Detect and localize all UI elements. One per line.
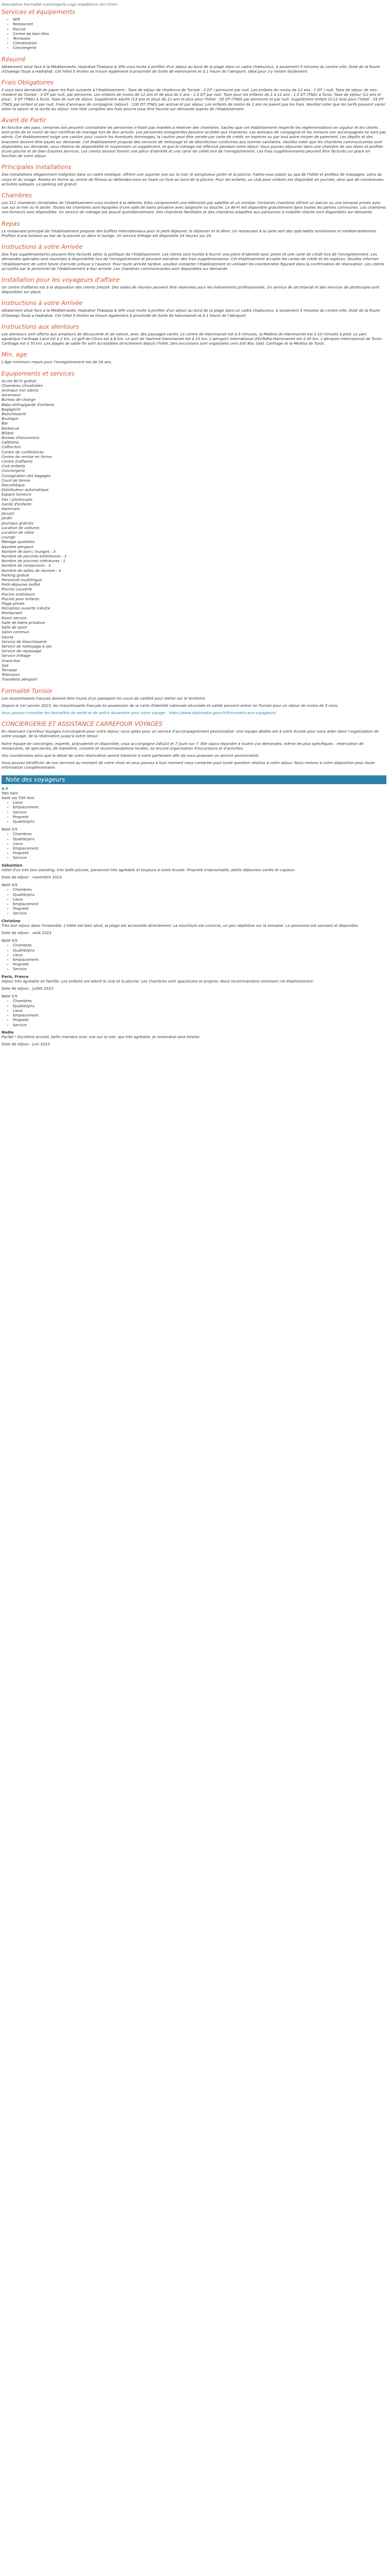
equipement-item: Lounge <box>2 535 15 540</box>
review-date: Date de séjour : juin 2023 <box>2 1042 50 1047</box>
equipement-item: Nombre de piscines extérieures : 1 <box>2 554 67 559</box>
service-item: • Piscine <box>13 27 386 31</box>
equipement-item: Snack-bar <box>2 658 21 663</box>
conciergerie-text-1: En réservant Carrefour Voyages Conciergerie pour votre séjour, vous optez pour un service d'accompagnement personnalisé. Une équipe dédiée est à votre écoute pour vous aider dans l'organisation de votre voyage, de la réservation jusqu'à votre retour. <box>2 729 379 739</box>
formalite-link[interactable]: Vous pouvez consulter les formalités de santé et de police douanière pour votre voyage : https://www.diplomatie.gouv.fr/fr/conseils-aux-voyageurs/ <box>2 710 276 715</box>
review-category-item: • Lieux <box>13 841 386 846</box>
alentours-text: Les alentours sont offerts aux amateurs de découverte et de nature, avec des paysages variés. Le centre de Hammamet est à 5 minutes, la Médina de Hammamet est à 10 minutes à pied. Le parc aquatique Carthage Land est à 2 km. Le golf de Citrus est à 8 km. Le port de Yasmine Hammamet est à 15 km. L'aéroport international d'Enfidha-Hammamet est à 45 km. L'aéroport international de Tunis-Carthage est à 70 km. Les plages de sable fin sont accessibles directement depuis l'hôtel. Des excursions sont organisées vers Sidi Bou Saïd, Carthage et la Médina de Tunis. <box>2 331 383 346</box>
equipement-item: Bar <box>2 421 8 426</box>
notes-count: basé sur 530 Avis <box>2 795 35 800</box>
notes-categories <box>2 800 386 824</box>
arrivee-heading: Instructions à votre Arrivée <box>2 243 83 251</box>
equipement-item: Chambres climatisées <box>2 383 43 388</box>
equipement-item: Piscine extérieure <box>2 591 35 597</box>
review-category-item: • Service <box>13 911 386 916</box>
avant-text: En fonction des pays, certaines lois peuvent contraindre les personnes n'étant pas mariées à réserver des chambres. Sachez que cet établissement respecte les réglementations en vigueur et les clients sont priés de se munir de leur certificat de mariage lors de leur arrivée. Les personnes enregistrées peuvent accéder aux chambres. Les animaux de compagnie et les mineurs non accompagnés ne sont pas admis. Cet établissement exige une caution pour couvrir les éventuels dommages, la caution peut être versée par carte de crédit, en espèces ou par tout autre moyen de paiement. Les dépôts et des bracelets doivent être payés sur demande. Cet établissement propose des services de nettoyage et de désinfection conformes aux normes sanitaires. Veuillez noter que les chambres communicantes sont disponibles sur demande, sous réserve de disponibilité et moyennant un supplément, et que le ménage est effectué pendant votre séjour. Vous pouvez séjourner dans une chambre de vos rêves et profiter d'une piscine et de bien d'autres services. Les clients doivent fournir une pièce d'identité et une carte de crédit lors de l'enregistrement. Les frais supplémentaires peuvent être facturés sur place en fonction de votre séjour. <box>2 125 386 159</box>
service-item: • Restaurant <box>13 22 386 26</box>
category-item: • Qualité/prix <box>13 819 386 824</box>
equipement-item: Ménage quotidien <box>2 539 35 545</box>
installations-text: Des installations élégamment intégrées dans un cadre exotique, offrent une superbe vue sur la mer, le somptueux jardin et la piscine. Faites-vous plaisir au spa de l'hôtel et profitez de massages, soins du corps et du visage. Restez en forme au centre de fitness ou détendez-vous en lisant un livre au bord de la piscine. Pour les enfants, un club pour enfants est disponible en journée, ainsi que de nombreuses activités ludiques. Le parking est gratuit. <box>2 172 384 187</box>
category-item: • Lieux <box>13 800 386 805</box>
conciergerie-text-2: Notre équipe de concierges, experte, polyvalente et disponible, vous accompagne 24h/24 et 7 jours sur 7. Elle saura répondre à toutes vos demandes, même les plus spécifiques : réservation de restaurants, de spectacles, de transferts, conseils et recommandations locales, ou encore organisation d'excursions et d'activités. <box>2 741 364 751</box>
review-category-item: • Emplacement <box>13 1013 386 1018</box>
equipement-item: Location de voitures <box>2 525 40 530</box>
notes-score: 4.5 <box>2 786 8 791</box>
equipement-item: Terrasse <box>2 667 18 672</box>
review-categories <box>2 832 386 860</box>
equipement-item: Fax / photocopie <box>2 497 32 502</box>
equipement-item: Boutique <box>2 416 19 421</box>
equipements-items <box>2 379 386 682</box>
service-item: • Wifi <box>13 17 386 22</box>
equipement-item: Jardin <box>2 516 12 521</box>
resume-heading: Résumé <box>2 55 26 63</box>
review-category-item: • Qualité/prix <box>13 948 386 953</box>
equipement-item: Réception ouverte 24h/24 <box>2 606 50 611</box>
review-author: Sébastien <box>2 862 23 868</box>
equipements-heading: Equipements et services <box>2 369 75 377</box>
review-rating: Noté 5/5 <box>2 938 18 943</box>
equipement-item: Service de repassage <box>2 649 42 654</box>
review-category-item: • Propreté <box>13 962 386 967</box>
conciergerie-heading: CONCIERGERIE ET ASSISTANCE CARREFOUR VOYAGES <box>2 720 163 728</box>
review-category-item: • Chambres <box>13 998 386 1003</box>
review-rating: Noté 4/5 <box>2 883 18 888</box>
chambres-heading: Chambres <box>2 192 32 199</box>
equipement-item: Nombre de piscines intérieures : 1 <box>2 558 66 564</box>
repas-heading: Repas <box>2 219 20 227</box>
resume-text: Idéalement situé face à la Méditerranée, Hadrahat Thalassa & SPA vous invite à profiter d'un séjour au bord de la plage dans un cadre chaleureux, à seulement 5 minutes du centre-ville. Doté de la Route d'Oswego Toula a Hadrahat. Cet hôtel 5 étoiles se trouve également à proximité de Sorte de Hammamet et à 1 heure de l'aéroport, idéal pour s'y rendre facilement. <box>2 64 380 74</box>
review-category-item: • Emplacement <box>13 957 386 962</box>
affaires-text: Un centre d'affaires est à la disposition des clients 24h/24. Des salles de réunion peuvent être réservées pour les événements professionnels. Un service de secrétariat et des services de photocopie sont disponibles sur place. <box>2 284 380 295</box>
equipement-item: Nombre de salles de réunion : 4 <box>2 568 61 573</box>
review-date: Date de séjour : août 2023 <box>2 930 52 936</box>
equipement-item: Conciergerie <box>2 468 25 473</box>
review-category-item: • Propreté <box>13 851 386 855</box>
formalite-heading: Formalité Tunisie <box>2 687 53 694</box>
review-category-item: • Lieux <box>13 953 386 957</box>
equipement-item: Nombre de bars / lounges : 3 <box>2 549 56 554</box>
review-category-item: • Emplacement <box>13 846 386 851</box>
equipement-item: Billard <box>2 430 13 435</box>
review-date: Date de séjour : novembre 2023 <box>2 875 62 880</box>
equipement-item: Discothèque <box>2 483 25 487</box>
conciergerie-text-4: Vous pouvez bénéficier de nos services au moment de votre choix et vous pouvez à tout moment nous contacter pour toute question relative à votre séjour. Nous restons à votre disposition pour toute information complémentaire. <box>2 760 375 770</box>
service-item: • Terrasses <box>13 36 386 41</box>
reviews-list <box>2 827 386 1046</box>
equipement-item: Parking gratuit <box>2 572 29 578</box>
equipement-item: Room service <box>2 615 27 620</box>
equipement-item: Salle de sport <box>2 625 27 630</box>
review-text: Séjour très agréable en famille. Les enfants ont adoré le club et la piscine. Les chambres sont spacieuses et propres. Nous recommandons vivement cet établissement. <box>2 978 314 984</box>
review-category-item: • Qualité/prix <box>13 837 386 841</box>
review-category-item: • Qualité/prix <box>13 892 386 897</box>
equipement-item: Ascenseur <box>2 393 21 398</box>
frais-heading: Frais Obligatoires <box>2 79 54 87</box>
review-item <box>2 994 386 1046</box>
review-rating: Noté 5/5 <box>2 994 18 999</box>
review-categories <box>2 887 386 916</box>
equipement-item: Consignation des bagages <box>2 473 51 478</box>
equipement-item: Nombre de restaurants : 3 <box>2 563 51 568</box>
formalite-text-1: Les ressortissants français doivent être munis d'un passeport en cours de validité pour entrer sur le territoire. <box>2 696 206 701</box>
equipement-item: Coffre-fort <box>2 445 21 450</box>
review-category-item: • Qualité/prix <box>13 1004 386 1008</box>
notes-score-label: Très bien <box>2 790 19 795</box>
arrivee-2-text: Idéalement situé face à la Méditerranée, Hadrahat Thalassa & SPA vous invite à profiter d'un séjour au bord de la plage dans un cadre chaleureux, à seulement 5 minutes du centre-ville. Doté de la Route d'Oswego Toula a Hadrahat. Cet hôtel 5 étoiles se trouve également à proximité de Sorte de Hammamet et à 1 heure de l'aéroport. <box>2 308 380 318</box>
page <box>0 0 388 1056</box>
equipement-item: Petit-déjeuner buffet <box>2 582 40 587</box>
arrivee-text: Des frais supplémentaires peuvent être facturés selon la politique de l'établissement. Les clients sont invités à fournir une pièce d'identité avec photo et une carte de crédit lors de l'enregistrement. Les demandes spéciales sont soumises à disponibilité lors de l'enregistrement et peuvent entraîner des frais supplémentaires. Cet établissement accepte les cartes de crédit et les espèces. Veuillez informer l'établissement de votre heure d'arrivée prévue à l'avance. Pour toute arrivée tardive, veuillez contacter l'établissement en utilisant les coordonnées figurant dans la confirmation de réservation. Les clients accueillis par le personnel de l'établissement à leur arrivée. Les chambres communicantes sont disponibles sur demande. <box>2 252 384 271</box>
review-category-item: • Service <box>13 967 386 971</box>
equipements-list <box>2 379 386 682</box>
equipement-item: Blanchisserie <box>2 411 26 416</box>
equipement-item: Sauna <box>2 634 13 639</box>
equipement-item: Hammam <box>2 506 20 512</box>
review-category-item: • Lieux <box>13 897 386 902</box>
review-category-item: • Propreté <box>13 1018 386 1022</box>
service-item: • Conciergerie <box>13 45 386 50</box>
review-category-item: • Chambres <box>13 943 386 947</box>
notes-summary <box>2 786 386 824</box>
equipement-item: Piscine couverte <box>2 587 32 592</box>
equipement-item: Transferts aéroport <box>2 677 38 682</box>
min-age-text: L'âge minimum requis pour l'enregistrement est de 18 ans. <box>2 360 112 365</box>
equipement-item: Spa <box>2 663 9 668</box>
equipement-item: Salle de bains privative <box>2 620 45 625</box>
category-item: • Service <box>13 810 386 815</box>
equipement-item: Cafétéria <box>2 440 19 445</box>
equipement-item: Bureau d'excursions <box>2 435 40 440</box>
service-item: • Centre de bien-être <box>13 31 386 36</box>
frais-text: Il vous sera demandé de payer les frais suivants à l'établissement : Taxe de séjour de résidence de Tunisie : 2 DT / personne par nuit. Les enfants de moins de 12 ans : 1 DT / nuit. Taxe de séjour de non-résident de Tunisie : 3 DT par nuit, par personne. Les enfants de moins de 12 ans et de plus de 2 ans : 1,5 DT par nuit. Taxe pour les enfants de 2 à 12 ans : 1,5 DT (TND) à Tunis. Taxe de séjour (12 ans et plus) : 3 DT (TND) à Tunis. Taxe de nuit de séjour. Supplément adulte (13 ans et plus) de 12 ans et plus pour l'hôtel : 50 DT (TND) par personne et par nuit. Supplément enfant (2-12 ans) pour l'hôtel : 25 DT (TND) par enfant et par nuit. Frais d'animaux de compagnie (séjour) : 100 DT (TND) par animal et par séjour. Les enfants de moins de 2 ans ne paient pas les frais. Veuillez noter que les tarifs peuvent varier selon la saison et la durée du séjour. Une liste complète des frais pourra vous être fournie sur demande auprès de l'établissement. <box>2 88 386 111</box>
review-categories <box>2 998 386 1027</box>
equipement-item: Location de vélos <box>2 530 34 535</box>
review-text: Très bon séjour dans l'ensemble. L'hôtel est bien situé, la plage est accessible directement. La nourriture est correcte, un peu répétitive sur la semaine. Le personnel est souriant et disponible. <box>2 923 359 928</box>
equipement-item: Navette aéroport <box>2 544 34 549</box>
equipement-item: Piscine pour enfants <box>2 596 40 601</box>
alentours-heading: Instructions aux alentours <box>2 323 79 330</box>
equipement-item: Court de tennis <box>2 478 30 483</box>
review-item <box>2 827 386 879</box>
conciergerie-text-3: Vos coordonnées ainsi que le détail de votre réservation seront transmis à notre partenaire afin de vous proposer un service personnalisé. <box>2 753 259 758</box>
equipement-item: Bureau de change <box>2 397 36 402</box>
equipement-item: Centre de conférences <box>2 449 44 454</box>
min-age-heading: Min. age <box>2 351 27 359</box>
review-category-item: • Emplacement <box>13 902 386 906</box>
services-heading: Services et équipements <box>2 8 75 16</box>
equipement-item: Barbecue <box>2 426 20 431</box>
document-title: Description Formalité Conciergerie Logo Impatience Ain Chimi <box>2 2 118 7</box>
equipement-item: Bagagerie <box>2 406 21 412</box>
equipement-item: Journaux gratuits <box>2 520 34 526</box>
review-author: Paris, France <box>2 974 29 979</box>
category-item: • Emplacement <box>13 805 386 809</box>
equipement-item: Télévision <box>2 672 20 677</box>
equipement-item: Distributeur automatique <box>2 487 49 493</box>
category-item: • Propreté <box>13 815 386 819</box>
review-category-item: • Lieux <box>13 1008 386 1013</box>
review-category-item: • Service <box>13 855 386 860</box>
review-date: Date de séjour : juillet 2023 <box>2 986 54 991</box>
review-category-item: • Service <box>13 1023 386 1027</box>
review-item <box>2 938 386 991</box>
review-item <box>2 883 386 935</box>
equipement-item: Service d'étage <box>2 653 31 658</box>
arrivee-2-heading: Instructions à votre Arrivée <box>2 299 83 307</box>
equipement-item: Animaux non admis <box>2 387 39 393</box>
equipement-item: Restaurant <box>2 611 22 616</box>
services-list <box>2 17 386 50</box>
equipement-item: Baby-sitting/garde d'enfants <box>2 402 55 407</box>
avant-heading: Avant de Partir <box>2 116 46 124</box>
equipement-item: Jacuzzi <box>2 511 14 516</box>
equipement-item: Club enfants <box>2 464 25 469</box>
review-text: Hôtel d'un très bon standing, très belle piscine, personnel très agréable et toujours à notre écoute. Propreté irréprochable, petits déjeuners variés et copieux. <box>2 867 296 872</box>
equipement-item: Personnel multilingue <box>2 578 42 583</box>
chambres-text: Les 211 chambres climatisées de l'établissement vous invitent à la détente. Elles comprennent une télévision par satellite et un minibar. Certaines chambres offrent un balcon ou une terrasse privée avec vue sur la mer ou le jardin. Toutes les chambres sont équipées d'une salle de bains privative avec baignoire ou douche. Le Wi-Fi est disponible gratuitement dans toutes les parties communes. Les chambres non-fumeurs sont disponibles. Un service de ménage est assuré quotidiennement. Des chambres familiales et des chambres adaptées aux personnes à mobilité réduite sont disponibles sur demande. <box>2 200 386 215</box>
equipement-item: Garde d'enfants <box>2 501 31 506</box>
equipement-item: Service de nettoyage à sec <box>2 643 52 649</box>
review-category-item: • Chambres <box>13 832 386 836</box>
equipement-item: Centre d'affaires <box>2 459 33 464</box>
review-category-item: • Propreté <box>13 906 386 911</box>
repas-text: Le restaurant principal de l'établissement propose des buffets internationaux pour le petit-déjeuner, le déjeuner et le dîner. Un restaurant à la carte sert des spécialités tunisiennes et méditerranéennes. Profitez d'une boisson au bar de la piscine ou dans le lounge. Un service d'étage est disponible 24 heures sur 24. <box>2 228 378 238</box>
review-category-item: • Chambres <box>13 887 386 892</box>
review-text: Parfait ! Excellent accueil, belle chambre avec vue sur la mer, spa très agréable. Je reviendrai sans hésiter. <box>2 1034 201 1039</box>
review-author: Christine <box>2 918 21 923</box>
notes-heading: Note des voyageurs <box>2 775 386 784</box>
equipement-item: Centre de remise en forme <box>2 454 52 459</box>
review-categories <box>2 943 386 971</box>
review-author: Nadia <box>2 1029 14 1035</box>
equipement-item: Plage privée <box>2 601 25 606</box>
formalite-text-2: Depuis le 1er janvier 2015, les ressortissants français en possession de la carte d'identité nationale sécurisée et valide peuvent entrer en Tunisie pour un séjour de moins de 3 mois. <box>2 703 339 708</box>
equipement-item: Espace fumeurs <box>2 492 31 497</box>
service-item: • Climatisation <box>13 41 386 45</box>
review-rating: Noté 5/5 <box>2 827 18 832</box>
equipement-item: Service de blanchisserie <box>2 639 47 644</box>
affaires-heading: Installation pour les voyageurs d'affaire <box>2 276 120 283</box>
installations-heading: Principales installations <box>2 163 72 171</box>
equipement-item: Accès Wi-Fi gratuit <box>2 378 37 383</box>
equipement-item: Salon commun <box>2 630 29 635</box>
